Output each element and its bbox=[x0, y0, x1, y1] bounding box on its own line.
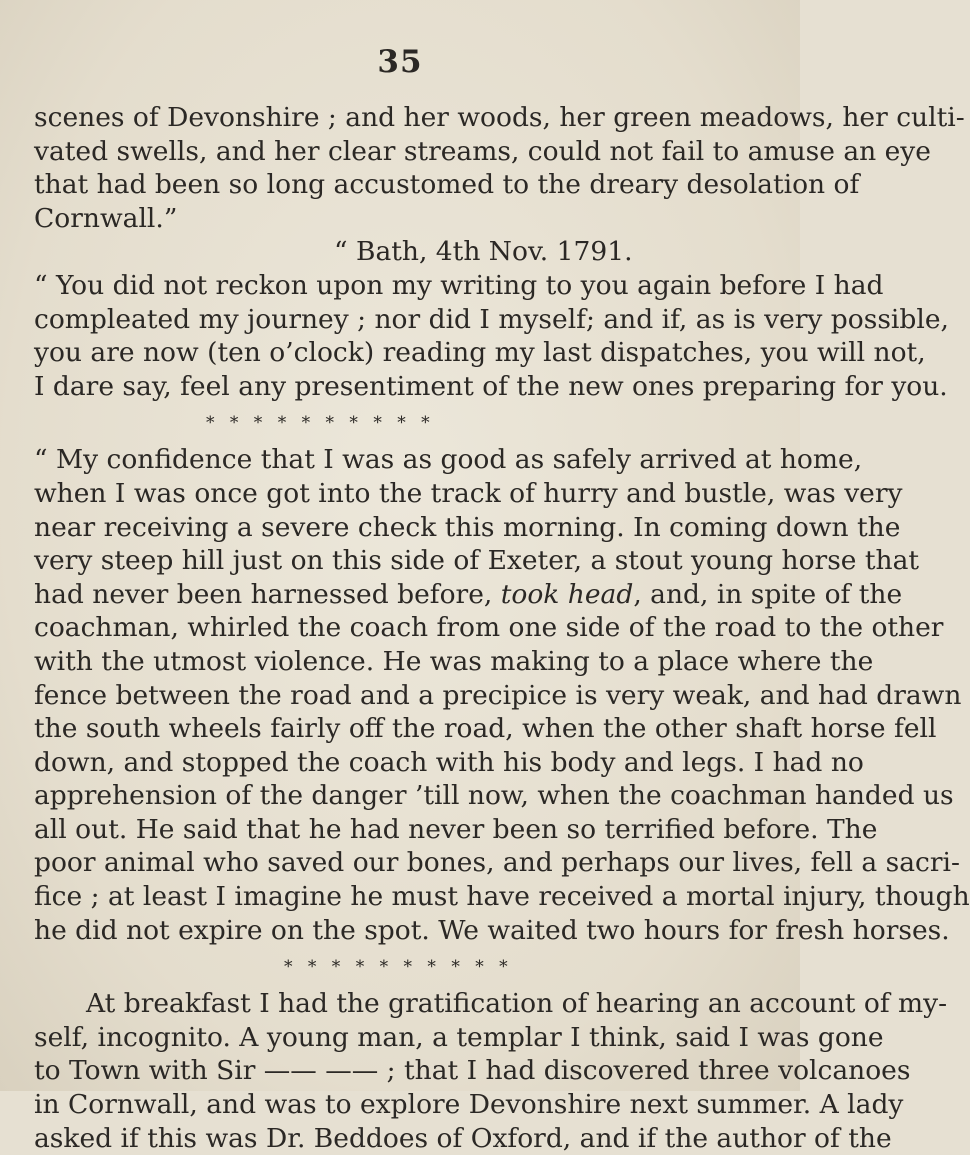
text-line: I dare say, feel any presentiment of the new ones preparing for you. bbox=[34, 370, 948, 402]
text-segment: had never been harnessed before, bbox=[34, 578, 493, 610]
asterism-divider: * * * * * * * * * * bbox=[206, 413, 430, 434]
text-line: fence between the road and a precipice is very weak, and had drawn bbox=[34, 679, 962, 711]
text-line: down, and stopped the coach with his body and legs. I had no bbox=[34, 746, 864, 778]
letter-dateline: “ Bath, 4th Nov. 1791. bbox=[334, 236, 633, 268]
text-line: you are now (ten o’clock) reading my last dispatches, you will not, bbox=[34, 337, 926, 369]
text-line: compleated my journey ; nor did I myself; and if, as is very possible, bbox=[34, 303, 949, 335]
text-line: very steep hill just on this side of Exeter, a stout young horse that bbox=[34, 545, 920, 577]
text-segment: , and, in spite of the bbox=[633, 578, 903, 610]
text-line: apprehension of the danger ’till now, when the coachman handed us bbox=[34, 780, 954, 812]
text-line: “ You did not reckon upon my writing to you again before I had bbox=[34, 269, 884, 301]
text-line: all out. He said that he had never been so terrified before. The bbox=[34, 813, 878, 845]
text-line: “ My confidence that I was as good as safely arrived at home, bbox=[34, 444, 863, 476]
text-line: coachman, whirled the coach from one side of the road to the other bbox=[34, 612, 944, 644]
text-line: fice ; at least I imagine he must have received a mortal injury, though bbox=[34, 881, 970, 913]
body-text bbox=[34, 101, 970, 1155]
paragraph-breakfast bbox=[34, 987, 948, 1155]
text-line: asked if this was Dr. Beddoes of Oxford, and if the author of the bbox=[34, 1122, 892, 1154]
text-line: poor animal who saved our bones, and perhaps our lives, fell a sacri- bbox=[34, 847, 960, 879]
text-line: At breakfast I had the gratification of hearing an account of my- bbox=[86, 988, 948, 1020]
text-line: the south wheels fairly off the road, when the other shaft horse fell bbox=[34, 713, 937, 745]
page-number: 35 bbox=[377, 44, 423, 80]
text-line: vated swells, and her clear streams, could not fail to amuse an eye bbox=[34, 135, 931, 167]
italic-phrase: took head bbox=[500, 578, 634, 610]
asterism-divider: * * * * * * * * * * bbox=[284, 957, 508, 978]
text-line: Cornwall.” bbox=[34, 202, 178, 234]
text-line: in Cornwall, and was to explore Devonshire next summer. A lady bbox=[34, 1089, 904, 1121]
text-line: self, incognito. A young man, a templar I think, said I was gone bbox=[34, 1021, 884, 1053]
paragraph-continuation bbox=[34, 101, 965, 235]
text-line: to Town with Sir —— —— ; that I had discovered three volcanoes bbox=[34, 1055, 911, 1087]
text-line: with the utmost violence. He was making to a place where the bbox=[34, 645, 874, 677]
text-line: scenes of Devonshire ; and her woods, her green meadows, her culti- bbox=[34, 102, 965, 133]
paragraph-letter-opening bbox=[34, 269, 949, 403]
text-line: that had been so long accustomed to the dreary desolation of bbox=[34, 169, 860, 201]
text-line: when I was once got into the track of hurry and bustle, was very bbox=[34, 477, 903, 509]
text-line: near receiving a severe check this morning. In coming down the bbox=[34, 511, 901, 543]
text-line-with-italic bbox=[34, 578, 903, 612]
paragraph-coach-accident bbox=[34, 443, 970, 947]
text-line: he did not expire on the spot. We waited two hours for fresh horses. bbox=[34, 914, 950, 946]
